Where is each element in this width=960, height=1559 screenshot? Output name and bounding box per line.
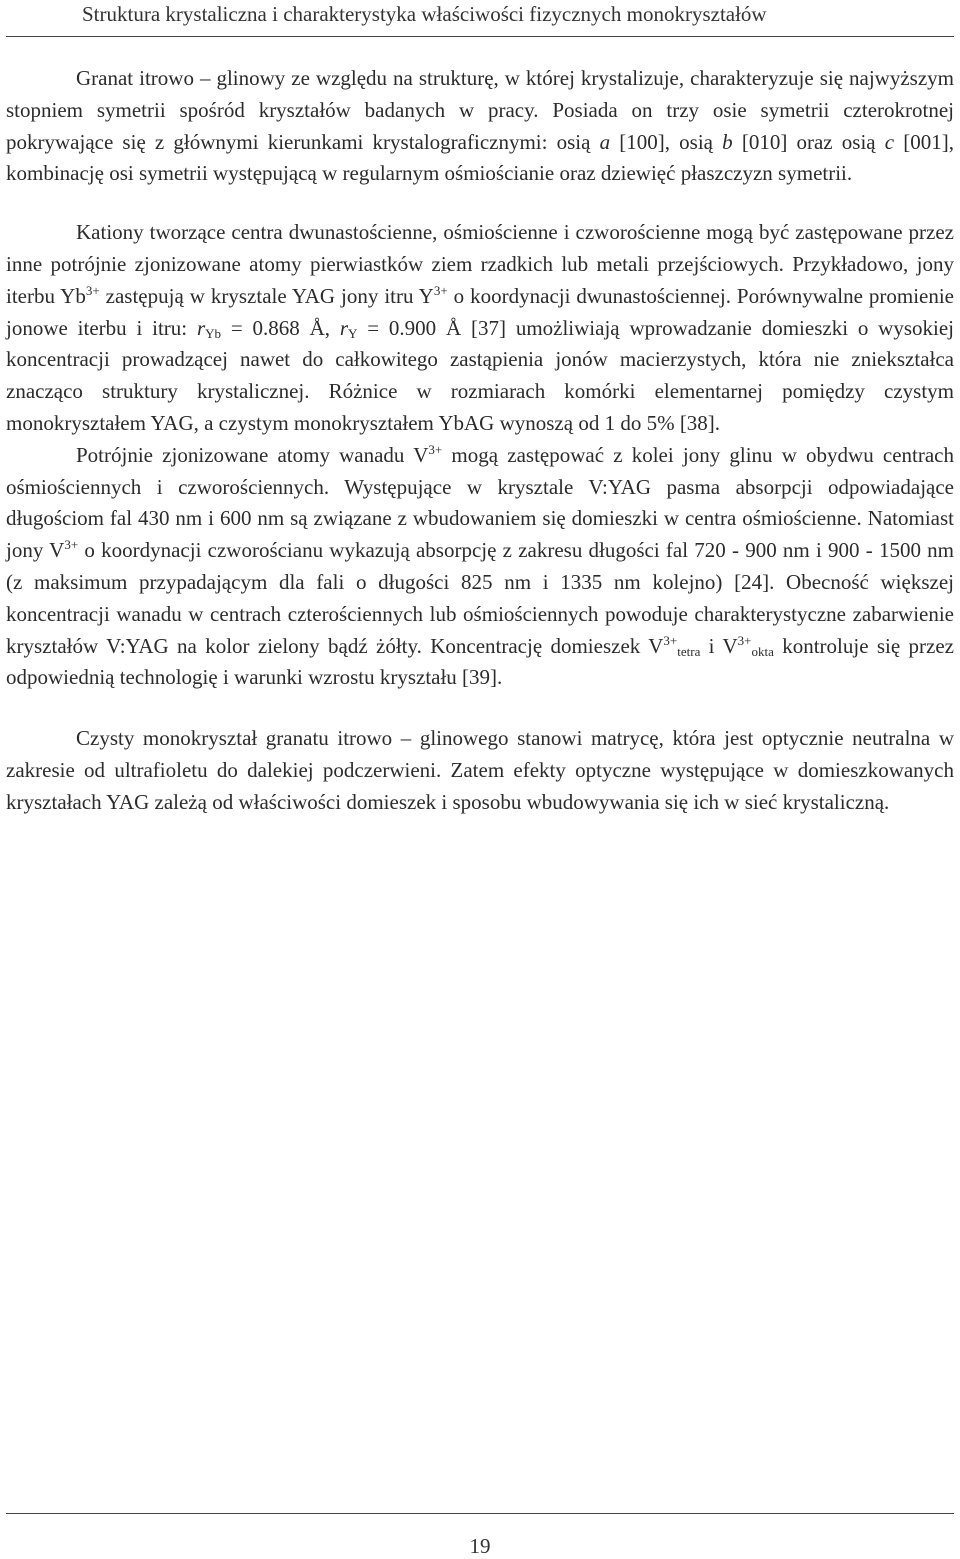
paragraph-text: Granat itrowo – glinowy ze względu na strukturę, w której krystalizuje, charakteryzuje się najwyższym stopniem symetrii spośród kryształów badanych w pracy. Posiada on trzy osie symetrii czterokrotnej pokrywające się z głównymi kierunkami krystalograficznymi: osią <box>6 66 954 154</box>
header-rule <box>6 36 954 37</box>
paragraph-4 <box>6 723 954 818</box>
subscript: tetra <box>677 643 701 659</box>
paragraph-text: o koordynacji dwunastościennej. Porównywalne promienie jonowe iterbu i itru: <box>6 283 955 340</box>
superscript: 3+ <box>737 632 752 648</box>
paragraph-text: [100], osią <box>610 129 723 154</box>
running-header <box>0 0 960 40</box>
paragraph-text: [010] oraz osią <box>732 129 885 154</box>
paragraph-text: = 0.868 Å, <box>221 315 340 340</box>
superscript: 3+ <box>433 282 448 298</box>
superscript: 3+ <box>663 632 678 648</box>
header-title: Struktura krystaliczna i charakterystyka właściwości fizycznych monokryształów <box>82 2 767 26</box>
paragraph-3 <box>6 440 954 694</box>
subscript: okta <box>751 643 774 659</box>
subscript: Y <box>348 325 358 341</box>
radius-symbol: r <box>196 315 206 340</box>
body-text <box>6 63 954 819</box>
paragraph-text: kontroluje się przez odpowiednią technologię i warunki wzrostu kryształu [39]. <box>6 633 954 690</box>
subscript: Yb <box>205 325 222 341</box>
paragraph-text: Potrójnie zjonizowane atomy wanadu V <box>76 442 429 467</box>
paragraph-text: o koordynacji czworościanu wykazują absorpcję z zakresu długości fal 720 - 900 nm i 900 - 1500 nm (z maksimum przypadającym dla fali o długości 825 nm i 1335 nm kolejno) [24]. Obecność większej koncentracji wanadu w centrach czterościennych lub ośmiościennych powoduje charakterystyczne zabarwienie kryształów V:YAG na kolor zielony bądź żółty. Koncentrację domieszek V <box>6 538 954 658</box>
axis-label-a: a <box>599 129 611 154</box>
paragraph-text: = 0.900 Å [37] umożliwiają wprowadzanie domieszki o wysokiej koncentracji prowadzącej nawet do całkowitego zastąpienia jonów macierzystych, która nie zniekształca znacząco struktury krystalicznej. Różnice w rozmiarach komórki elementarnej pomiędzy czystym monokryształem YAG, a czystym monokryształem YbAG wynoszą od 1 do 5% [38]. <box>6 315 955 435</box>
axis-label-c: c <box>884 129 895 154</box>
paragraph-text: i V <box>700 633 738 658</box>
paragraph-text: Kationy tworzące centra dwunastościenne, ośmiościenne i czworościenne mogą być zastępowane przez inne potrójnie zjonizowane atomy pierwiastków ziem rzadkich lub metali przejściowych. Przykładowo, jony iterbu Yb <box>6 220 954 308</box>
paragraph-text: Czysty monokryształ granatu itrowo – glinowego stanowi matrycę, która jest optycznie neutralna w zakresie od ultrafioletu do dalekiej podczerwieni. Zatem efekty optyczne występujące w domieszkowanych kryształach YAG zależą od właściwości domieszek i sposobu wbudowywania się ich w sieć krystaliczną. <box>6 726 954 814</box>
page-number: 19 <box>469 1534 491 1558</box>
axis-label-b: b <box>722 129 733 154</box>
superscript: 3+ <box>64 537 79 553</box>
paragraph-text: zastępują w krysztale YAG jony itru Y <box>99 283 434 308</box>
paragraph-text: [001], kombinację osi symetrii występującą w regularnym ośmiościanie oraz dziewięć płaszczyzn symetrii. <box>6 129 954 186</box>
paragraph-2 <box>6 217 954 440</box>
radius-symbol: r <box>339 315 349 340</box>
footer-rule <box>6 1513 954 1514</box>
superscript: 3+ <box>85 282 100 298</box>
superscript: 3+ <box>428 441 443 457</box>
paragraph-1 <box>6 63 954 190</box>
paragraph-text: mogą zastępować z kolei jony glinu w obydwu centrach ośmiościennych i czworościennych. Występujące w krysztale V:YAG pasma absorpcji odpowiadające długościom fal 430 nm i 600 nm są związane z wbudowaniem się domieszki w centra ośmiościenne. Natomiast jony V <box>6 442 955 563</box>
